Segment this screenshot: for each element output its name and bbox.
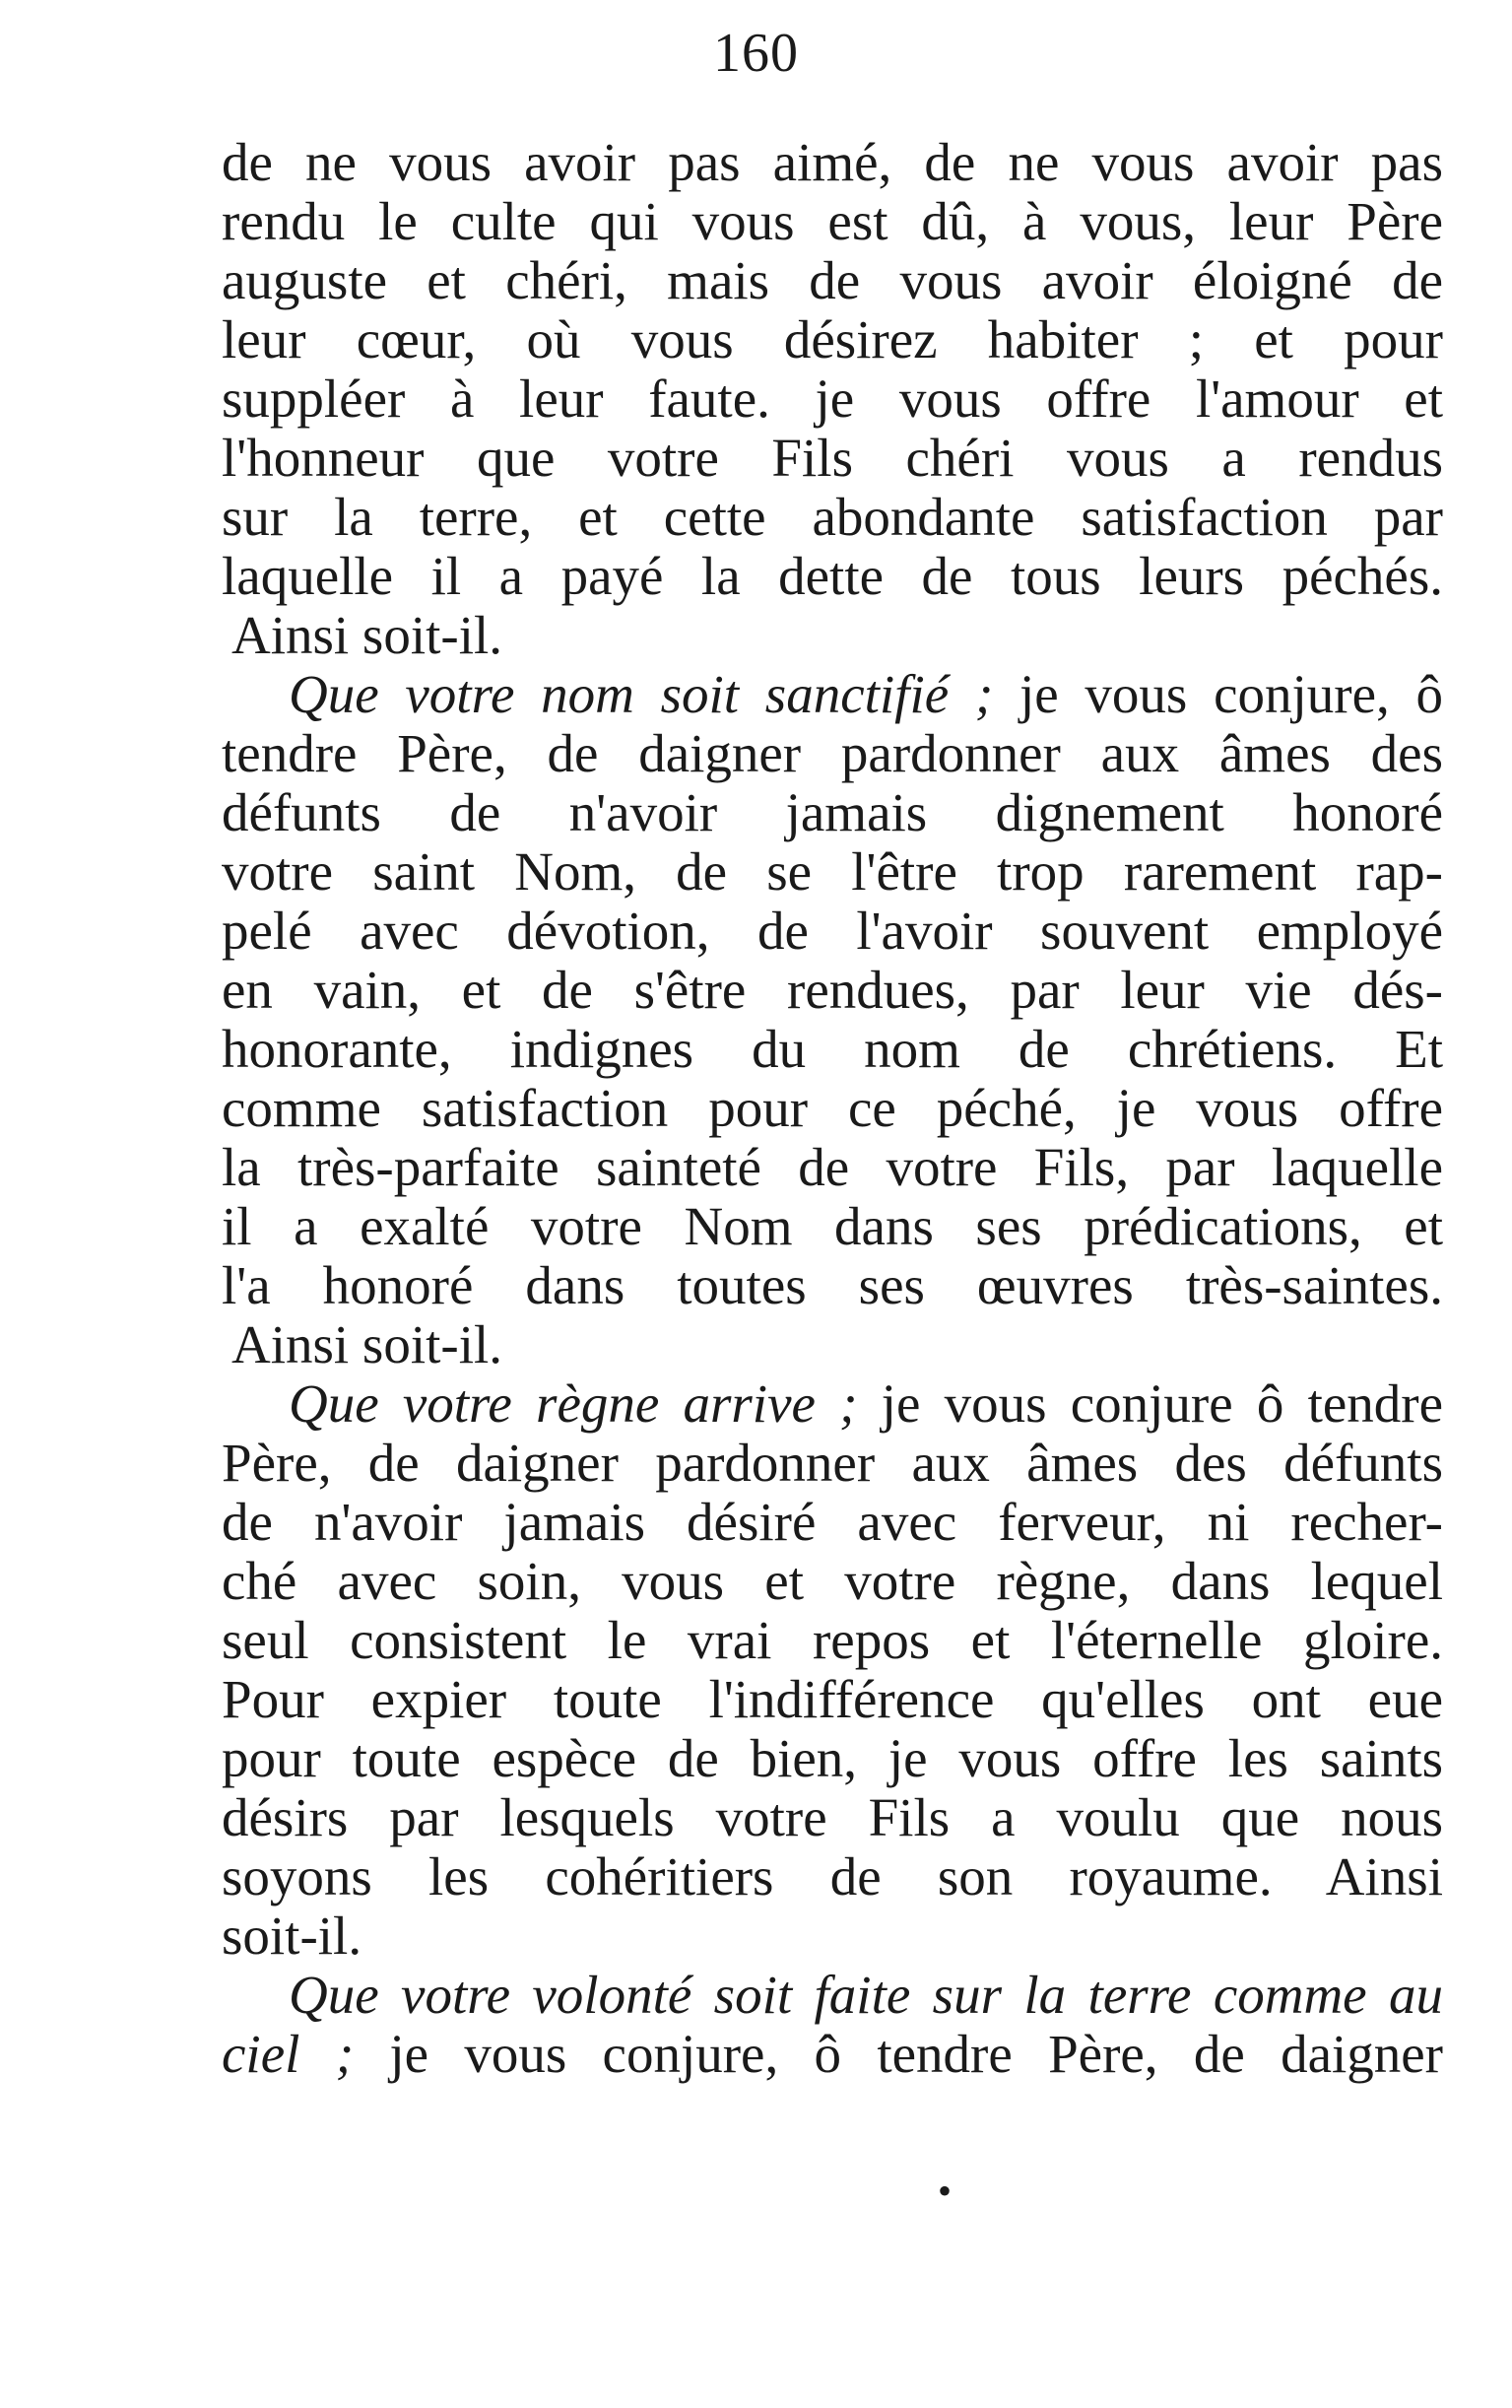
text-line: comme satisfaction pour ce péché, je vous offre [222,1078,1443,1138]
text-line: votre saint Nom, de se l'être trop rarement rap- [222,841,1443,902]
paragraph-first-line [289,665,1443,724]
paragraph-first-line [289,1966,1443,2025]
page-number: 160 [713,23,799,84]
text-line: suppléer à leur faute. je vous offre l'amour et [222,368,1443,429]
italic-lead: Que votre nom soit sanctifié ; [289,664,994,724]
line-rest: je vous conjure ô tendre [857,1373,1443,1434]
text-line: ché avec soin, vous et votre règne, dans lequel [222,1551,1443,1611]
text-line: pelé avec dévotion, de l'avoir souvent employé [222,901,1443,961]
italic-lead: ciel ; [222,2024,355,2084]
text-line: laquelle il a payé la dette de tous leurs péchés. [222,546,1443,606]
text-line [222,2025,1443,2084]
text-line: tendre Père, de daigner pardonner aux âmes des [222,723,1443,783]
text-line: sur la terre, et cette abondante satisfaction par [222,487,1443,547]
paragraph-first-line [289,1374,1443,1434]
text-line: de n'avoir jamais désiré avec ferveur, ni recher- [222,1492,1443,1552]
text-line: l'honneur que votre Fils chéri vous a rendus [222,428,1443,488]
text-line: défunts de n'avoir jamais dignement honoré [222,782,1443,842]
text-line: Père, de daigner pardonner aux âmes des défunts [222,1433,1443,1493]
italic-lead: Que votre règne arrive ; [289,1373,858,1434]
text-line: honorante, indignes du nom de chrétiens. Et [222,1019,1443,1079]
text-line: soyons les cohéritiers de son royaume. Ainsi [222,1846,1443,1906]
text-line: Pour expier toute l'indifférence qu'elles ont eue [222,1669,1443,1729]
text-line: auguste et chéri, mais de vous avoir éloigné de [222,250,1443,310]
text-line: pour toute espèce de bien, je vous offre les saints [222,1728,1443,1788]
line-rest: je vous conjure, ô tendre Père, de daigner [354,2024,1443,2084]
text-line: la très-parfaite sainteté de votre Fils, par laquelle [222,1137,1443,1197]
stray-ink-mark: • [938,2169,953,2213]
italic-lead: Que votre volonté soit faite sur la terre comme au [289,1965,1443,2025]
text-line: Ainsi soit-il. [231,1314,503,1374]
line-rest: je vous conjure, ô [993,664,1443,724]
text-line: en vain, et de s'être rendues, par leur vie dés- [222,960,1443,1020]
text-line: seul consistent le vrai repos et l'éternelle gloire. [222,1610,1443,1670]
text-line: leur cœur, où vous désirez habiter ; et pour [222,309,1443,369]
text-line: il a exalté votre Nom dans ses prédications, et [222,1196,1443,1256]
text-line: de ne vous avoir pas aimé, de ne vous avoir pas [222,132,1443,192]
text-line: rendu le culte qui vous est dû, à vous, leur Père [222,191,1443,251]
text-line: Ainsi soit-il. [231,605,503,665]
text-line: soit-il. [222,1906,362,1966]
text-line: l'a honoré dans toutes ses œuvres très-saintes. [222,1255,1443,1315]
text-line: désirs par lesquels votre Fils a voulu que nous [222,1787,1443,1847]
